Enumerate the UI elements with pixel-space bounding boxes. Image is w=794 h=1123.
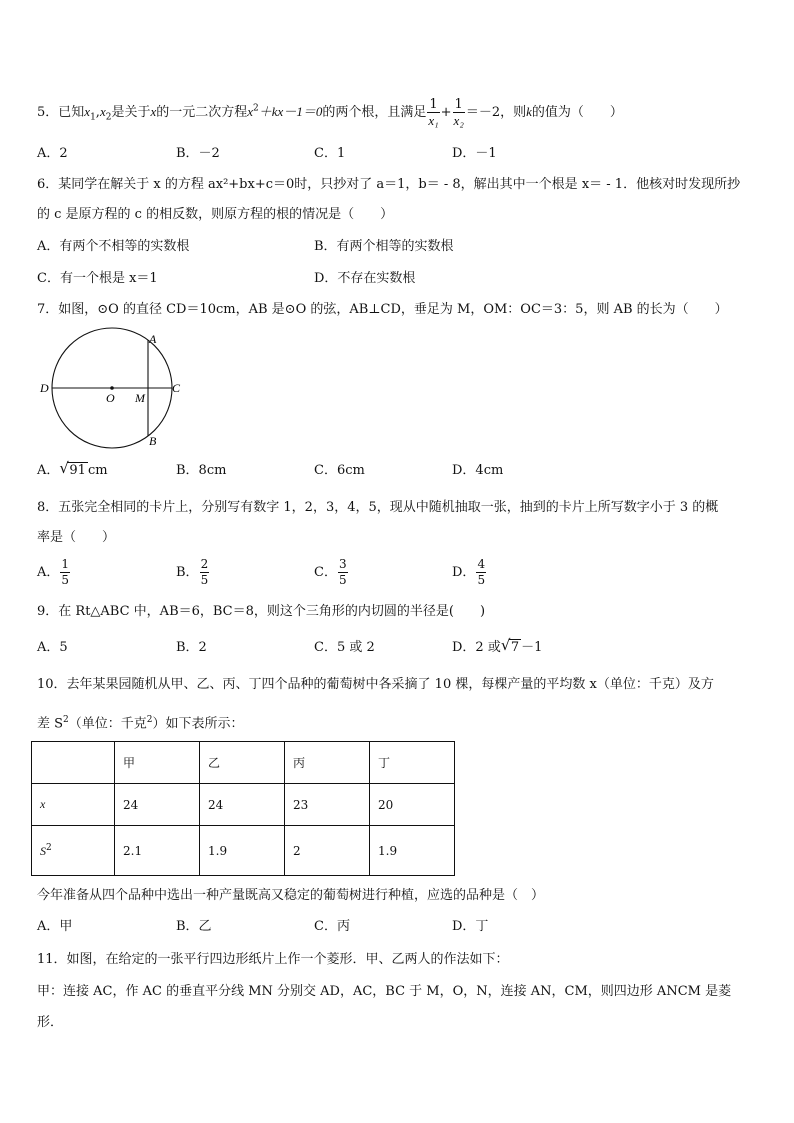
table-cell: 24 (200, 784, 285, 826)
table-header-cell: 丁 (370, 742, 455, 784)
q9-option-c[interactable]: C．5 或 2 (314, 640, 375, 655)
q10-option-d[interactable]: D．丁 (452, 919, 489, 934)
q10-option-c[interactable]: C．丙 (314, 919, 350, 934)
table-row (32, 742, 455, 784)
q5-var-x1: x (84, 104, 91, 119)
q7-option-a-label: A． (37, 463, 60, 478)
q5-suffix: ，则 (500, 105, 527, 120)
table-row-label: x (32, 784, 115, 826)
label-o: O (106, 391, 115, 405)
q5-eq-tail: ＋kx－1＝0 (258, 104, 323, 119)
q5-k: k (526, 104, 532, 119)
q11-line3: 形． (37, 1015, 64, 1030)
label-m: M (135, 391, 145, 405)
table-cell: 2 (285, 826, 370, 876)
label-a: A (149, 332, 157, 346)
q5-option-b[interactable]: B．－2 (176, 146, 220, 161)
center-point (110, 386, 114, 390)
q5-comma: , (95, 105, 100, 120)
q5-option-a[interactable]: A．2 (37, 146, 68, 161)
label-b: B (149, 434, 157, 448)
table-cell: 24 (115, 784, 200, 826)
q5-mid3: 的两个根，且满足 (322, 105, 427, 120)
q5-sub1: 1 (90, 112, 96, 123)
q7-option-a-unit: cm (87, 463, 108, 478)
q6-option-a[interactable]: A．有两个不相等的实数根 (37, 239, 190, 254)
q5-prefix: 5．已知 (37, 105, 85, 120)
sqrt-symbol: √ 91 (59, 459, 86, 478)
q11-line2: 甲：连接 AC，作 AC 的垂直平分线 MN 分别交 AD，AC，BC 于 M，O，N，连接 AN，CM，则四边形 ANCM 是菱 (37, 984, 732, 999)
q9-option-a[interactable]: A．5 (37, 640, 68, 655)
q7-circle-figure (36, 326, 186, 450)
q5-frac1: $\frac{1}{\text{x₁}}$ (428, 97, 439, 128)
q5-var-x2: x (99, 104, 106, 119)
table-row (32, 826, 455, 876)
q8-option-c[interactable]: C． $\frac{3}{5}$ (314, 557, 347, 587)
q5-option-c[interactable]: C．1 (314, 146, 346, 161)
q5-rhs: ＝－2 (465, 105, 501, 120)
q5-sub2: 2 (105, 112, 112, 123)
q6-option-d[interactable]: D．不存在实数根 (314, 271, 416, 286)
q5-eq-x: x (247, 104, 254, 119)
q5-option-d[interactable]: D．－1 (452, 146, 497, 161)
q9-option-d[interactable]: D．2 或 √ 7 －1 (452, 636, 543, 655)
q8-line2: 率是（ ） (37, 530, 116, 545)
q11-line1: 11．如图，在给定的一张平行四边形纸片上作一个菱形．甲、乙两人的作法如下： (37, 952, 509, 967)
q5-stem: 5．已知$x_1,x_2$是关于x的一元二次方程$x^2+kx-1=0$的两个根，且满足 $\frac{1}{\text{x₁}}$ + $\frac{1}{\text{x₂}}$ ＝－2，则k的值为（ ） (37, 97, 623, 128)
sqrt-symbol: √ 7 (500, 636, 520, 655)
label-c: C (172, 381, 181, 395)
q5-suffix2: 的值为（ ） (531, 105, 623, 120)
table-cell: 2.1 (115, 826, 200, 876)
q8-option-a[interactable]: A． $\frac{1}{5}$ (37, 557, 70, 587)
table-cell: 1.9 (370, 826, 455, 876)
q9-line1: 9．在 Rt△ABC 中，AB＝6，BC＝8，则这个三角形的内切圆的半径是( ) (37, 604, 486, 619)
table-cell: 20 (370, 784, 455, 826)
q10-line2: 差 $S^2$（单位：千克$^2$）如下表所示： (37, 715, 244, 732)
table-header-cell: 丙 (285, 742, 370, 784)
q8-option-d[interactable]: D． $\frac{4}{5}$ (452, 557, 486, 587)
q9-option-b[interactable]: B．2 (176, 640, 207, 655)
q5-frac2: $\frac{1}{\text{x₂}}$ (453, 97, 464, 128)
q7-option-d[interactable]: D．4cm (452, 463, 504, 478)
table-header-cell: 乙 (200, 742, 285, 784)
q6-option-b[interactable]: B．有两个相等的实数根 (314, 239, 454, 254)
q5-mid1: 是关于 (111, 105, 151, 120)
table-row-label: $S^2$ (32, 826, 115, 876)
table-row (32, 784, 455, 826)
q7-option-b[interactable]: B．8cm (176, 463, 227, 478)
table-header-cell: 甲 (115, 742, 200, 784)
q8-option-b[interactable]: B． $\frac{2}{5}$ (176, 557, 209, 587)
q10-line3: 今年准备从四个品种中选出一种产量既高又稳定的葡萄树进行种植，应选的品种是（ ） (37, 888, 545, 903)
q10-option-a[interactable]: A．甲 (37, 919, 73, 934)
q6-option-c[interactable]: C．有一个根是 x＝1 (37, 271, 158, 286)
q6-line2: 的 c 是原方程的 c 的相反数，则原方程的根的情况是（ ） (37, 207, 394, 222)
q10-option-b[interactable]: B．乙 (176, 919, 212, 934)
q5-x: x (150, 104, 157, 119)
q5-mid2: 的一元二次方程 (156, 105, 248, 120)
label-d: D (40, 381, 49, 395)
q10-line1: 10．去年某果园随机从甲、乙、丙、丁四个品种的葡萄树中各采摘了 10 棵，每棵产量的平均数 x（单位：千克）及方 (37, 677, 714, 692)
q6-line1: 6．某同学在解关于 x 的方程 ax²+bx+c＝0时，只抄对了 a＝1，b＝ - 8，解出其中一个根是 x＝ - 1．他核对时发现所抄 (37, 177, 741, 192)
table-cell: 23 (285, 784, 370, 826)
q10-table (31, 741, 455, 876)
q7-line1: 7．如图，⊙O 的直径 CD＝10cm，AB 是⊙O 的弦，AB⊥CD，垂足为 M，OM：OC＝3：5，则 AB 的长为（ ） (37, 302, 728, 317)
table-cell: 1.9 (200, 826, 285, 876)
q8-line1: 8．五张完全相同的卡片上，分别写有数字 1，2，3，4，5，现从中随机抽取一张，抽到的卡片上所写数字小于 3 的概 (37, 500, 719, 515)
table-header-cell (32, 742, 115, 784)
q7-option-c[interactable]: C．6cm (314, 463, 365, 478)
q7-option-a[interactable] (37, 459, 108, 480)
